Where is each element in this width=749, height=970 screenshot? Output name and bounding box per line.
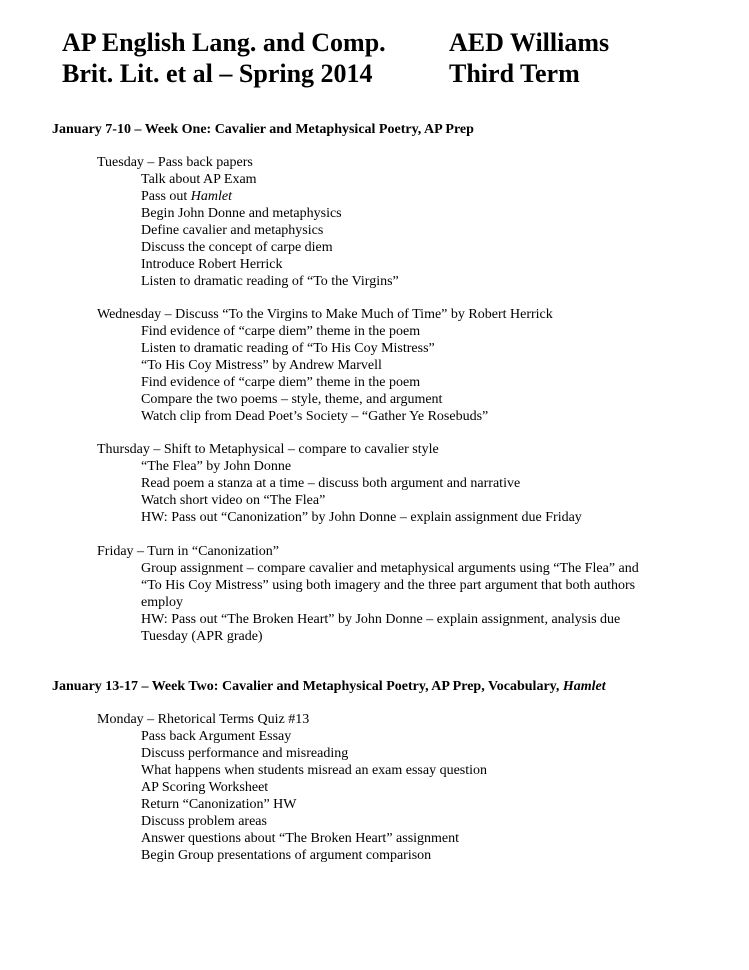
day-heading: Tuesday – Pass back papers	[97, 155, 253, 170]
list-item: Listen to dramatic reading of “To His Coy Mistress”	[141, 341, 435, 356]
teacher-name: AED Williams	[449, 28, 610, 57]
list-item: HW: Pass out “The Broken Heart” by John Donne – explain assignment, analysis due	[141, 612, 621, 627]
list-item: Find evidence of “carpe diem” theme in the poem	[141, 375, 421, 390]
list-item: Group assignment – compare cavalier and metaphysical arguments using “The Flea” and	[141, 561, 639, 576]
list-item: Answer questions about “The Broken Heart” assignment	[141, 831, 460, 846]
list-item: Begin John Donne and metaphysics	[141, 206, 342, 221]
list-item: Discuss performance and misreading	[141, 746, 349, 761]
list-item: Read poem a stanza at a time – discuss both argument and narrative	[141, 476, 521, 491]
course-subtitle: Brit. Lit. et al – Spring 2014	[62, 59, 373, 88]
list-item: “To His Coy Mistress” by Andrew Marvell	[141, 358, 382, 373]
list-item: Pass out Hamlet	[141, 189, 233, 204]
teacher-block	[449, 27, 609, 89]
list-item: Define cavalier and metaphysics	[141, 223, 324, 238]
list-item: Listen to dramatic reading of “To the Virgins”	[141, 274, 399, 289]
course-title: AP English Lang. and Comp.	[62, 28, 386, 57]
list-item: Discuss problem areas	[141, 814, 267, 829]
week-two-monday	[97, 711, 697, 864]
list-item: What happens when students misread an exam essay question	[141, 763, 488, 778]
list-item: employ	[141, 595, 183, 610]
list-item: Discuss the concept of carpe diem	[141, 240, 333, 255]
week-one-heading: January 7-10 – Week One: Cavalier and Metaphysical Poetry, AP Prep	[52, 122, 474, 137]
list-item: Compare the two poems – style, theme, and argument	[141, 392, 443, 407]
list-item: Talk about AP Exam	[141, 172, 257, 187]
week-one-tuesday	[97, 154, 697, 290]
list-item: Introduce Robert Herrick	[141, 257, 283, 272]
list-item: HW: Pass out “Canonization” by John Donne – explain assignment due Friday	[141, 510, 582, 525]
week-one-thursday	[97, 441, 697, 526]
week-one-wednesday	[97, 306, 697, 425]
day-heading: Thursday – Shift to Metaphysical – compare to cavalier style	[97, 442, 439, 457]
term-label: Third Term	[449, 59, 580, 88]
day-heading: Wednesday – Discuss “To the Virgins to Make Much of Time” by Robert Herrick	[97, 307, 553, 322]
list-item: Return “Canonization” HW	[141, 797, 297, 812]
day-heading: Friday – Turn in “Canonization”	[97, 544, 279, 559]
list-item: “The Flea” by John Donne	[141, 459, 292, 474]
list-item: Watch clip from Dead Poet’s Society – “Gather Ye Rosebuds”	[141, 409, 489, 424]
list-item: Find evidence of “carpe diem” theme in the poem	[141, 324, 421, 339]
day-heading: Monday – Rhetorical Terms Quiz #13	[97, 712, 310, 727]
course-title-block	[62, 27, 386, 89]
list-item: Begin Group presentations of argument comparison	[141, 848, 432, 863]
week-one-friday	[97, 543, 697, 645]
list-item: AP Scoring Worksheet	[141, 780, 269, 795]
list-item: Watch short video on “The Flea”	[141, 493, 326, 508]
list-item: Tuesday (APR grade)	[141, 629, 263, 644]
list-item: Pass back Argument Essay	[141, 729, 292, 744]
week-two-heading: January 13-17 – Week Two: Cavalier and Metaphysical Poetry, AP Prep, Vocabulary, Hamlet	[52, 679, 606, 694]
list-item: “To His Coy Mistress” using both imagery and the three part argument that both authors	[141, 578, 636, 593]
